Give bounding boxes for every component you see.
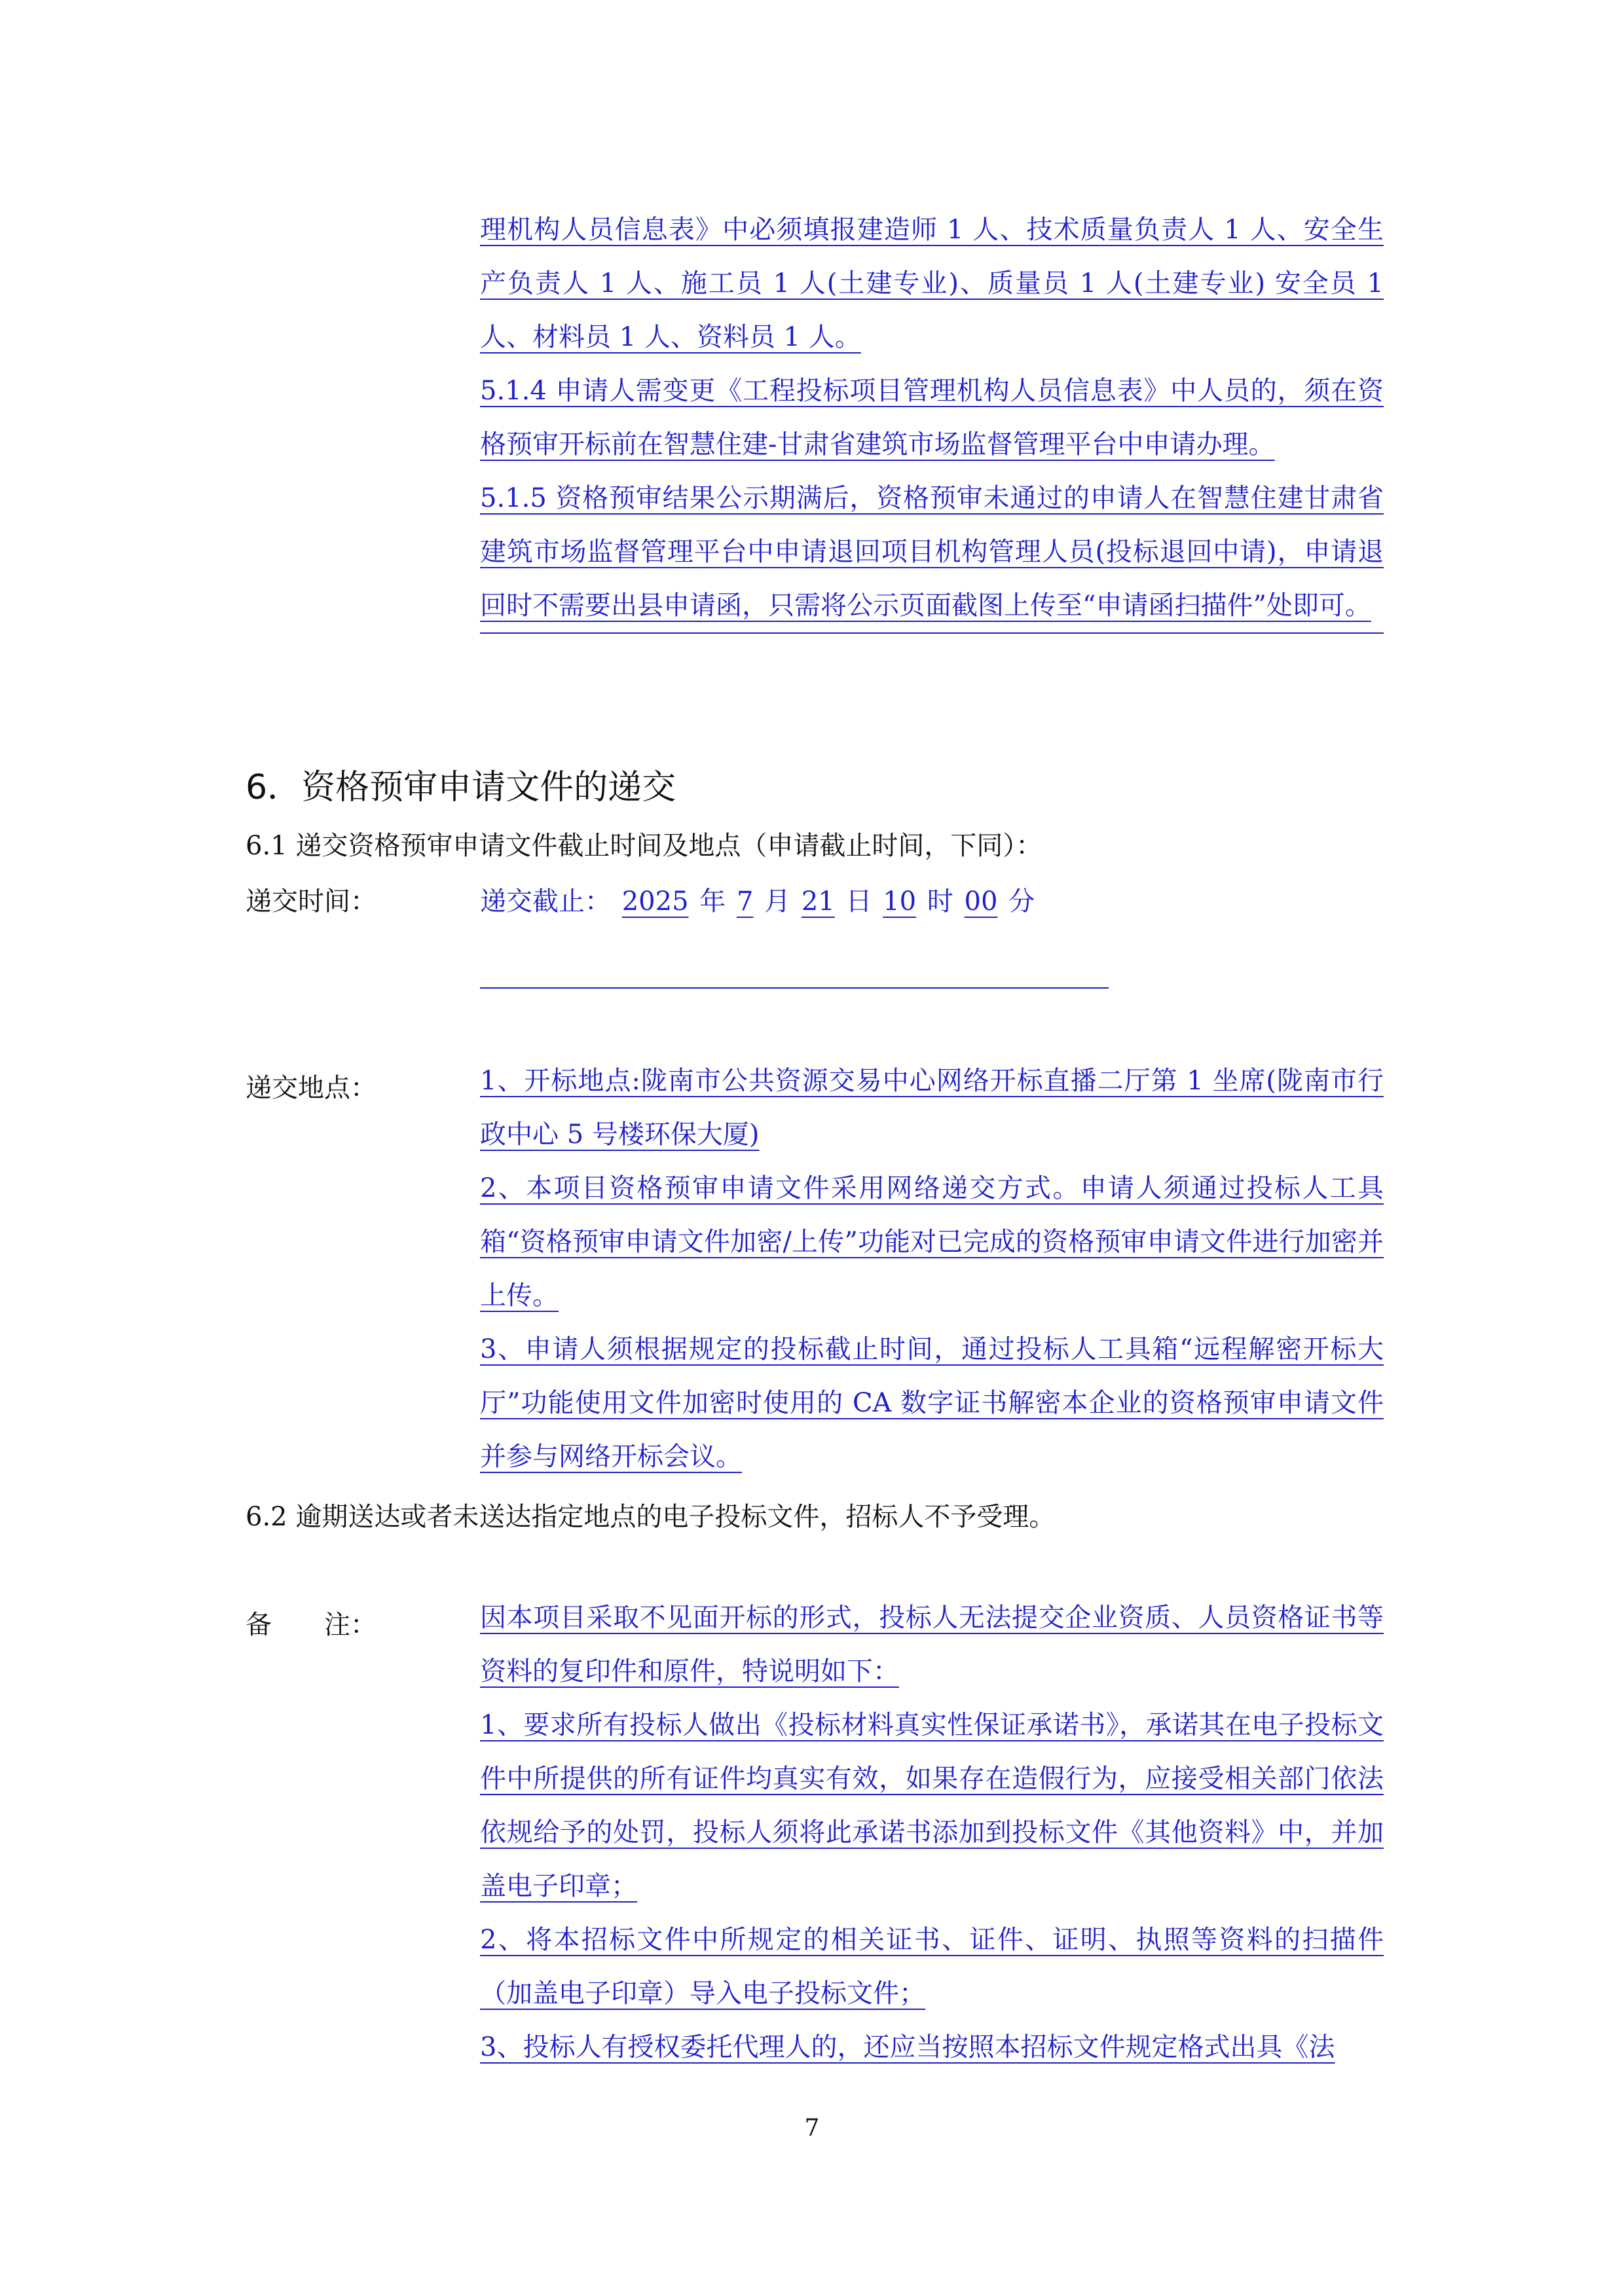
deadline-minute-unit: 分 <box>1008 886 1035 917</box>
clause-6-2: 6.2 逾期送达或者未送达指定地点的电子投标文件，招标人不予受理。 <box>246 1502 1056 1532</box>
place-item-1: 1、开标地点:陇南市公共资源交易中心网络开标直播二厅第 1 坐席(陇南市行政中心 5 号楼环保大厦) <box>480 1066 1384 1150</box>
deadline-month: 7 <box>736 886 754 917</box>
remark-block <box>480 1591 1384 2074</box>
submit-time-label: 递交时间： <box>246 886 377 917</box>
para-personnel-list: 理机构人员信息表》中必须填报建造师 1 人、技术质量负责人 1 人、安全生产负责人 1 人、施工员 1 人(土建专业)、质量员 1 人(土建专业) 安全员 1 人、材料员 1 人、资料员 1 人。 <box>480 215 1384 352</box>
section5-continuation <box>480 203 1384 634</box>
deadline-year: 2025 <box>621 886 689 917</box>
deadline-prefix: 递交截止： <box>480 886 611 917</box>
deadline-minute: 00 <box>964 886 998 917</box>
submit-place-block <box>480 1054 1384 1484</box>
remark-item-1: 1、要求所有投标人做出《投标材料真实性保证承诺书》，承诺其在电子投标文件中所提供的所有证件均真实有效，如果存在造假行为，应接受相关部门依法依规给予的处罚，投标人须将此承诺书添加到投标文件《其他资料》中，并加盖电子印章； <box>480 1710 1384 1901</box>
deadline-day: 21 <box>801 886 835 917</box>
section-heading-6: 6．资格预审申请文件的递交 <box>246 768 676 807</box>
remark-label: 备 注： <box>246 1610 377 1640</box>
remark-item-3: 3、投标人有授权委托代理人的，还应当按照本招标文件规定格式出具《法 <box>480 2032 1335 2062</box>
deadline-month-unit: 月 <box>764 886 791 917</box>
clause-6-1: 6.1 递交资格预审申请文件截止时间及地点（申请截止时间，下同）： <box>246 831 1043 861</box>
para-5-1-5: 5.1.5 资格预审结果公示期满后，资格预审未通过的申请人在智慧住建甘肃省建筑市场监督管理平台中申请退回项目机构管理人员(投标退回中请)，申请退回时不需要出县申请函，只需将公示页面截图上传至“申请函扫描件”处即可。 <box>480 471 1384 634</box>
para-5-1-4: 5.1.4 申请人需变更《工程投标项目管理机构人员信息表》中人员的，须在资格预审开标前在智慧住建-甘肃省建筑市场监督管理平台中申请办理。 <box>480 376 1384 460</box>
page-number: 7 <box>804 2115 820 2141</box>
remark-intro: 因本项目采取不见面开标的形式，投标人无法提交企业资质、人员资格证书等资料的复印件和原件，特说明如下： <box>480 1603 1384 1686</box>
place-item-2: 2、本项目资格预审申请文件采用网络递交方式。申请人须通过投标人工具箱“资格预审申请文件加密/上传”功能对已完成的资格预审申请文件进行加密并上传。 <box>480 1173 1384 1311</box>
submit-place-label: 递交地点： <box>246 1073 377 1103</box>
deadline-hour-unit: 时 <box>927 886 953 917</box>
remark-item-2: 2、将本招标文件中所规定的相关证书、证件、证明、执照等资料的扫描件（加盖电子印章）导入电子投标文件； <box>480 1925 1384 2009</box>
deadline-day-unit: 日 <box>845 886 872 917</box>
deadline-line <box>480 881 1035 918</box>
deadline-hour: 10 <box>883 886 917 917</box>
deadline-year-unit: 年 <box>699 886 726 917</box>
deadline-fill-line <box>480 987 1109 989</box>
place-item-3: 3、申请人须根据规定的投标截止时间，通过投标人工具箱“远程解密开标大厅”功能使用文件加密时使用的 CA 数字证书解密本企业的资格预审申请文件并参与网络开标会议。 <box>480 1334 1384 1472</box>
